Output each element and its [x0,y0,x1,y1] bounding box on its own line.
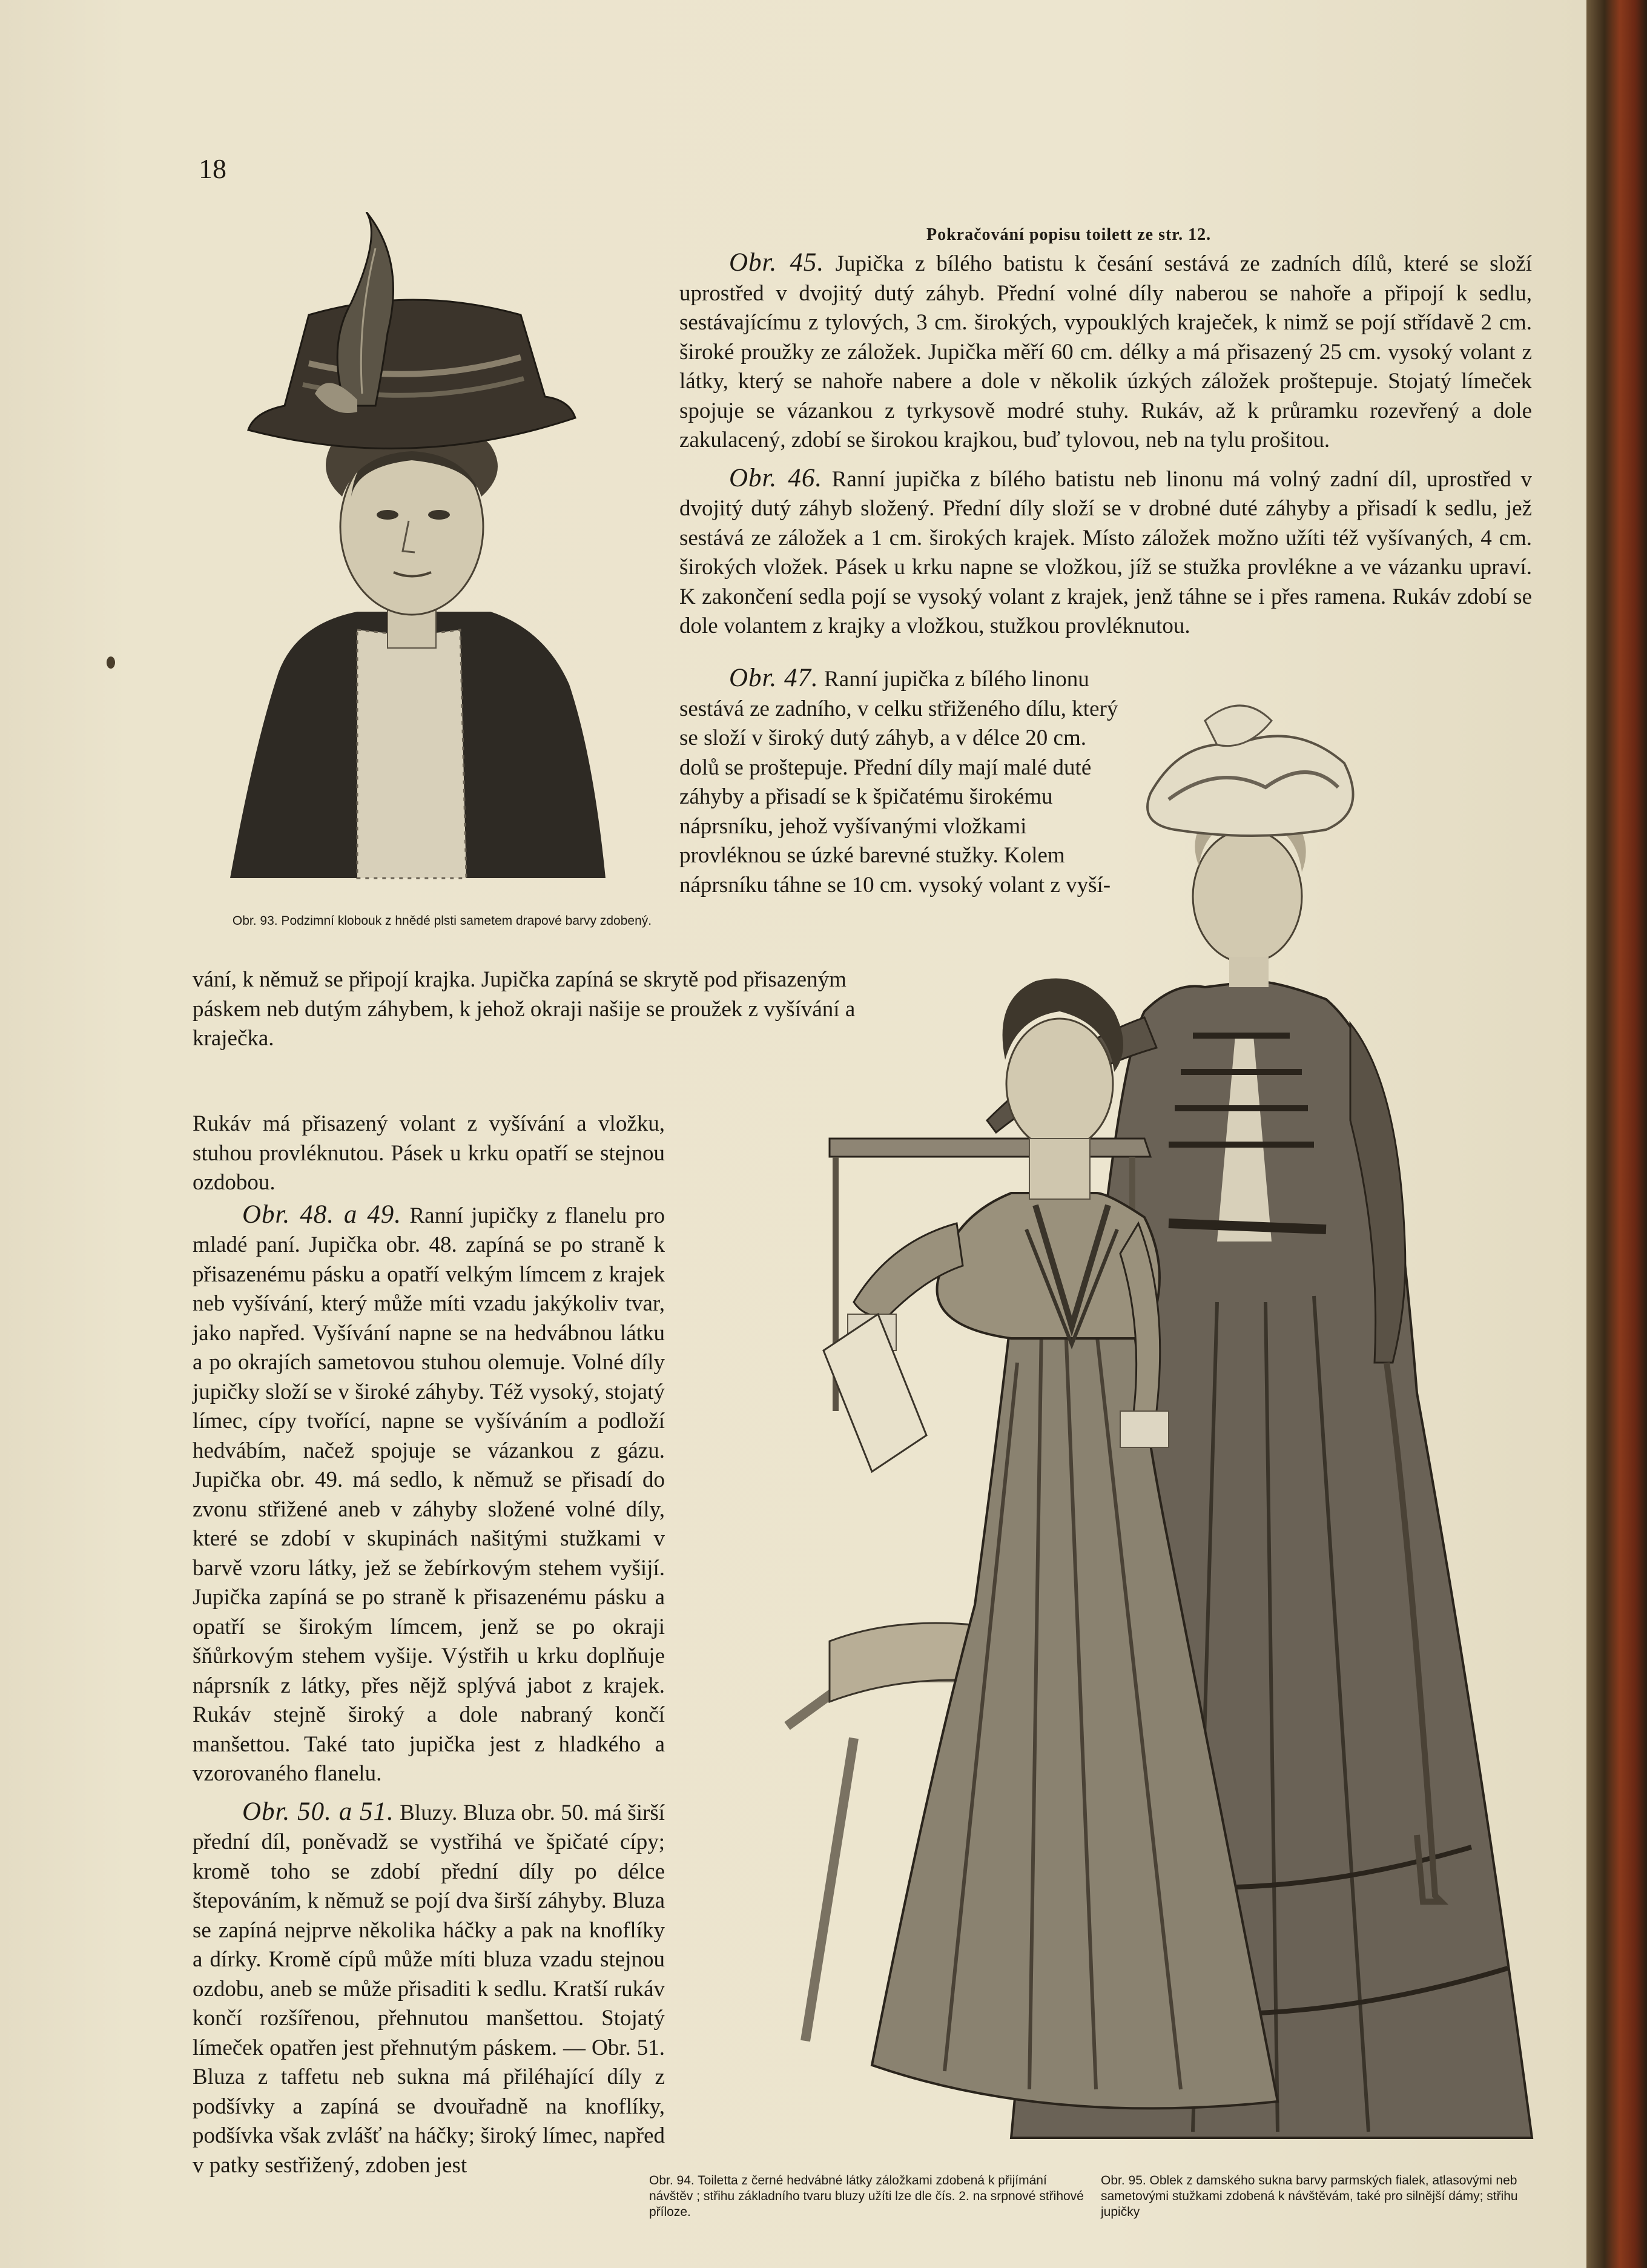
paragraph-46-body: Ranní jupička z bílého batistu neb linonu má volný zadní díl, uprostřed v dvojitý dutý záhyb složený. Přední díly složí se v drobné duté záhyby a přisadí k sedlu, jež sestává ze záložek a 1 cm. širokých krajek. Místo záložek možno užíti též vyšívaných, 4 cm. širokých vložek. Pásek u krku napne se vložkou, jíž se stužka provlékne a ve vázanku upraví. K zakončení sedla pojí se vysoký volant z krajek, jenž táhne se i přes ramena. Rukáv zdobí se dole volantem z krajky a vložkou, stužkou provléknutou. [679,466,1533,638]
paragraph-obr-46 [679,464,1532,641]
paragraph-48-49-body: Ranní jupičky z flanelu pro mladé paní. Jupička obr. 48. zapíná se po straně k přisazenému pásku a opatří velkým límcem z krajek neb vyšívání, který může míti vzadu jakýkoliv tvar, jako napřed. Vyšívání napne se na hedvábnou látku a po okrajích sametovou stuhou olemuje. Volné díly jupičky složí se v široké záhyby. Též vysoký, stojatý límec, cípy tvořící, napne se vyšíváním a podloží hedvábím, načež spojuje se vázankou z gázu. Jupička obr. 49. má sedlo, k němuž se přisadí do zvonu střižené aneb v záhyby složené volné díly, které se zdobí v skupinách našitými stužkami v barvě vzoru látky, jež se žebírkovým stehem vyšijí. Jupička zapíná se po straně k přisazenému pásku a opatří se širokým límcem, jenž se po okraji šňůrkovým stehem vyšije. Výstřih u krku doplňuje náprsník z látky, přes nějž splývá jabot z krajek. Rukáv stejně široký a dole nabraný končí manšettou. Také tato jupička jest z hladkého a vzorovaného flanelu. [193,1203,665,1786]
paragraph-45-body: Jupička z bílého batistu k česání sestává ze zadních dílů, které se složí uprostřed v dvojitý dutý záhyb. Přední volné díly naberou se nahoře a připojí k sedlu, sestávajícímu z tylových, 3 cm. širokých, vypouklých kraječek, k nimž se pojí střídavě 2 cm. široké proužky ze záložek. Jupička měří 60 cm. délky a má přisazený 25 cm. vysoký volant z látky, který se nahoře nabere a dole v několik úzkých záložek proštepuje. Stojatý límeček spojuje se vázankou z tyrkysově modré stuhy. Rukáv, až k průramku rozevřený a dole zakulacený, zdobí se širokou krajkou, buď tylovou, neb na tylu prošitou. [679,251,1532,452]
paragraph-47-wide: vání, k němuž se připojí krajka. Jupička zapíná se skrytě pod přisazeným páskem neb dutým záhybem, k jehož okraji našije se proužek z vyšívání a kraječka. [193,967,856,1051]
illustration-two-ladies [672,696,1544,2168]
figure-93-caption: Obr. 93. Podzimní klobouk z hnědé plsti sametem drapové barvy zdobený. [232,914,652,928]
paragraph-obr-45 [679,248,1532,455]
figure-ref-46: Obr. 46. [729,463,823,492]
paragraph-obr-50-51 [193,1797,665,2181]
left-column-text [193,1109,665,2180]
paragraph-50-51-body: Bluzy. Bluza obr. 50. má širší přední díl, poněvadž se vystřihá ve špičaté cípy; kromě toho se zdobí přední díly po délce štepováním, k němuž se pojí dva širší záhyby. Bluza se zapíná nejprve několika háčky a pak na knoflíky a dírky. Kromě cípů může míti bluza vzadu stejnou ozdobu, aneb se může přisaditi k sedlu. Kratší rukáv končí rozšířenou, přehnutou manšettou. Stojatý límeček opatřen jest přehnutým páskem. — Obr. 51. Bluza z taffetu neb sukna má přiléhající díly z podšívky a zapíná se dvouřadně na knoflíky, podšívka však zvlášť na háčky; široký límec, napřed v patky sestřižený, zdoben jest [193,1800,665,2178]
section-heading: Pokračování popisu toilett ze str. 12. [926,225,1212,244]
figure-ref-48-49: Obr. 48. a 49. [242,1200,402,1229]
page-number: 18 [199,153,226,184]
paragraph-47-body: Ranní jupička z bílého linonu sestává ze zadního, v celku střiženého dílu, který se složí v široký dutý záhyb, a v délce 20 cm. dolů se proštepuje. Přední díly mají malé duté záhyby a přisadí se k špičatému širokému náprsníku, jehož vyšívanými vložkami provléknou se úzké barevné stužky. Kolem náprsníku táhne se 10 cm. vysoký volant z vyší- [679,667,1118,898]
figure-ref-50-51: Obr. 50. a 51. [242,1797,394,1826]
ink-spot [107,656,115,669]
figure-ref-47: Obr. 47. [729,664,819,692]
figure-94-caption: Obr. 94. Toiletta z černé hedvábné látky záložkami zdobená k přijímání návštěv ; střihu základního tvaru bluzy užíti lze dle čís. 2. na srpnové střihové příloze. [649,2174,1084,2219]
figure-ref-45: Obr. 45. [729,248,825,277]
paragraph-obr-48-49 [193,1200,665,1789]
book-spine-edge [1586,0,1647,2268]
figure-95-caption: Obr. 95. Oblek z damského sukna barvy parmských fialek, atlasovými neb sametovými stužkami zdobená k návštěvám, také pro silnější dámy; střihu jupičky [1101,2174,1518,2219]
paragraph-47-end: Rukáv má přisazený volant z vyšívání a vložku, stuhou provléknutou. Pásek u krku opatří se stejnou ozdobou. [193,1111,665,1195]
right-column-text [679,248,1532,641]
illustration-hat-portrait [206,212,618,908]
